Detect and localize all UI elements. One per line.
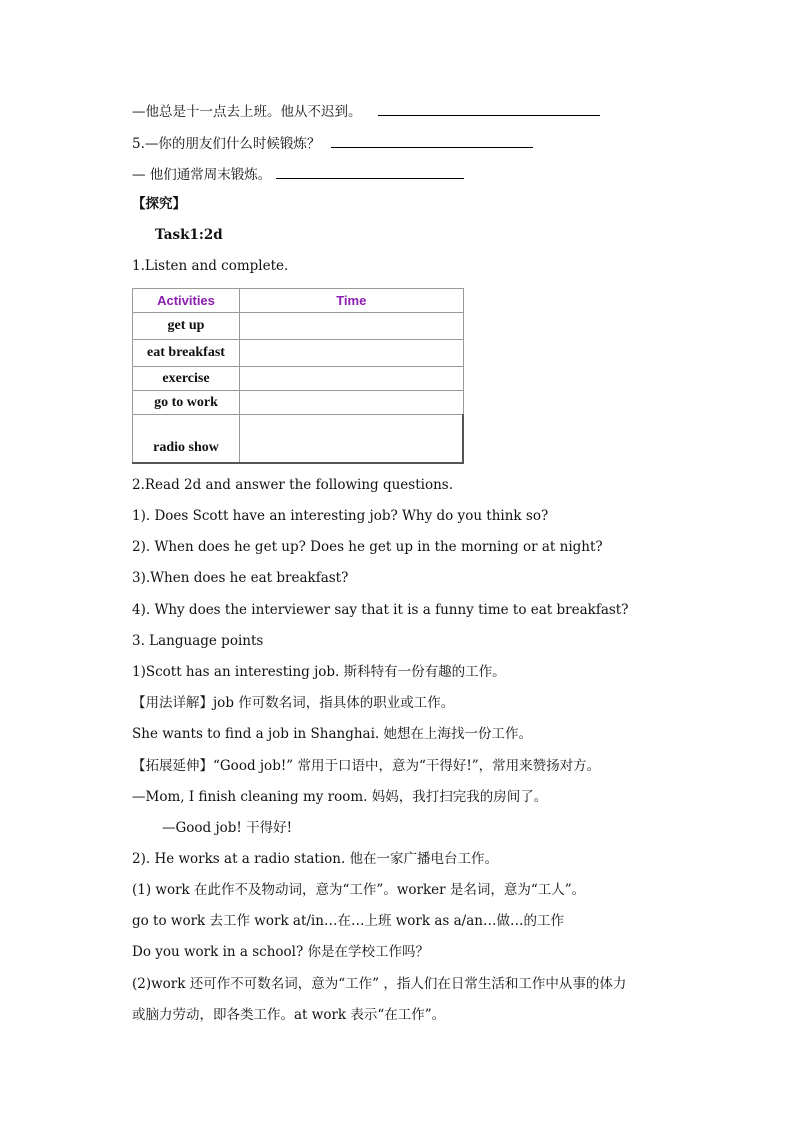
dialogue-line-2: —Good job! 干得好! xyxy=(162,820,293,836)
header-activities: Activities xyxy=(133,289,240,313)
task-heading: Task1:2d xyxy=(155,227,223,243)
extension: 【拓展延伸】“Good job!” 常用于口语中，意为“干得好!”，常用来赞扬对方。 xyxy=(132,758,601,774)
time-cell[interactable] xyxy=(240,367,464,391)
usage-1: (1) work 在此作不及物动词，意为“工作”。worker 是名词，意为“工人”。 xyxy=(132,882,586,898)
usage-detail: 【用法详解】job 作可数名词，指具体的职业或工作。 xyxy=(132,695,455,711)
point-2: 2). He works at a radio station. 他在一家广播电台工作。 xyxy=(132,851,499,867)
header-time: Time xyxy=(240,289,464,313)
activity-cell: exercise xyxy=(133,367,240,391)
question-3: 3).When does he eat breakfast? xyxy=(132,570,349,586)
question-4: 4). Why does the interviewer say that it is a funny time to eat breakfast? xyxy=(132,602,629,618)
table-row xyxy=(133,313,464,340)
activities-table xyxy=(132,288,464,464)
question-2: 2). When does he get up? Does he get up in the morning or at night? xyxy=(132,539,603,555)
question-1: 1). Does Scott have an interesting job? Why do you think so? xyxy=(132,508,549,524)
example-1: She wants to find a job in Shanghai. 她想在上海找一份工作。 xyxy=(132,726,533,742)
line-3 xyxy=(132,164,464,184)
table-row xyxy=(133,367,464,391)
line-2 xyxy=(132,133,533,153)
sentence-text: — 他们通常周末锻炼。 xyxy=(132,167,272,183)
usage-2-continued: 或脑力劳动，即各类工作。at work 表示“在工作”。 xyxy=(132,1007,446,1023)
example-2: Do you work in a school? 你是在学校工作吗？ xyxy=(132,944,430,960)
line-1 xyxy=(132,101,600,121)
language-points-heading: 3. Language points xyxy=(132,633,264,649)
answer-blank[interactable] xyxy=(331,133,533,148)
answer-blank[interactable] xyxy=(378,101,600,116)
sentence-text: —他总是十一点去上班。他从不迟到。 xyxy=(132,104,362,120)
usage-2: (2)work 还可作不可数名词，意为“工作” ，指人们在日常生活和工作中从事的体力 xyxy=(132,976,627,992)
time-cell[interactable] xyxy=(240,340,464,367)
instruction-1: 1.Listen and complete. xyxy=(132,258,289,274)
activity-cell: eat breakfast xyxy=(133,340,240,367)
time-cell[interactable] xyxy=(240,391,464,415)
activity-cell: go to work xyxy=(133,391,240,415)
point-1: 1)Scott has an interesting job. 斯科特有一份有趣的工作。 xyxy=(132,664,506,680)
time-cell[interactable] xyxy=(240,415,464,463)
table-header-row xyxy=(133,289,464,313)
phrases: go to work 去工作 work at/in…在…上班 work as a/an…做…的工作 xyxy=(132,913,564,929)
table-row xyxy=(133,340,464,367)
section-heading: 【探究】 xyxy=(132,196,186,212)
answer-blank[interactable] xyxy=(276,164,464,179)
table-row xyxy=(133,391,464,415)
activity-cell: get up xyxy=(133,313,240,340)
instruction-2: 2.Read 2d and answer the following questions. xyxy=(132,477,454,493)
dialogue-line-1: —Mom, I finish cleaning my room. 妈妈，我打扫完我的房间了。 xyxy=(132,789,548,805)
time-cell[interactable] xyxy=(240,313,464,340)
table-row xyxy=(133,415,464,463)
activity-cell: radio show xyxy=(133,415,240,463)
question-text: 5.—你的朋友们什么时候锻炼？ xyxy=(132,136,321,152)
